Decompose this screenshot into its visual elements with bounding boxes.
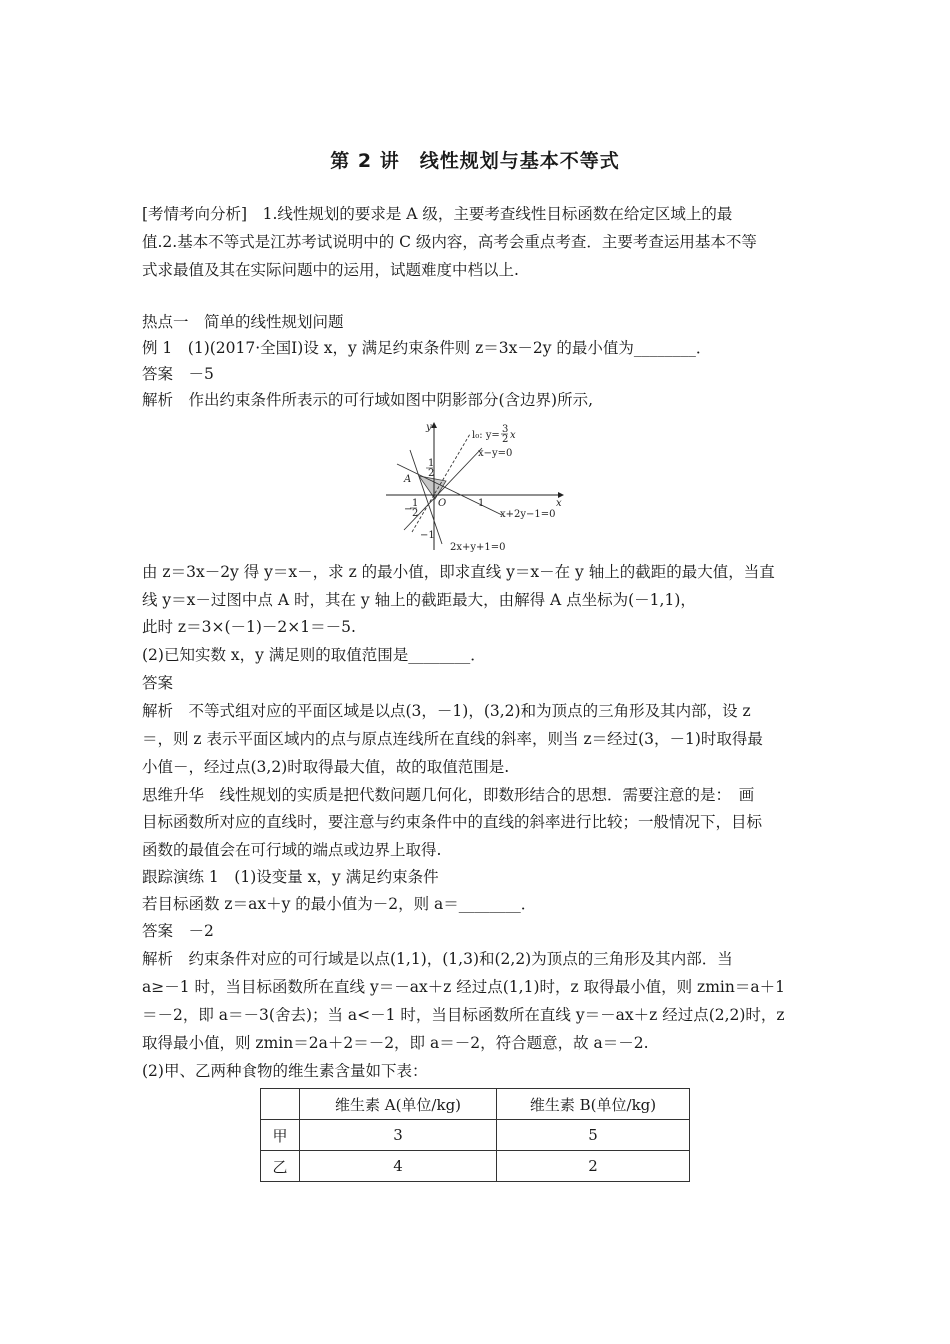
y-axis-label: y xyxy=(426,422,432,433)
table-cell: 2 xyxy=(497,1151,690,1182)
line2-label: x+2y−1=0 xyxy=(500,509,556,520)
table-cell: 5 xyxy=(497,1120,690,1151)
text-line: ＝，则 z 表示平面区域内的点与原点连线所在直线的斜率，则当 z＝经过(3，－1)时取得最 xyxy=(142,730,763,748)
text-line: 思维升华 线性规划的实质是把代数问题几何化，即数形结合的思想．需要注意的是： 画 xyxy=(142,786,755,804)
answer-line: 答案 xyxy=(142,674,174,692)
page-title: 第 2 讲 线性规划与基本不等式 xyxy=(330,150,620,172)
text-line: [考情考向分析] 1.线性规划的要求是 A 级，主要考查线性目标函数在给定区域上的最 xyxy=(142,205,733,223)
text-line: 解析 作出约束条件所表示的可行域如图中阴影部分(含边界)所示, xyxy=(142,391,594,409)
text-line: (2)已知实数 x，y 满足则的取值范围是________． xyxy=(142,646,486,664)
section-heading: 热点一 简单的线性规划问题 xyxy=(142,313,344,331)
table-row xyxy=(261,1151,690,1182)
text-line: 目标函数所对应的直线时，要注意与约束条件中的直线的斜率进行比较；一般情况下，目标 xyxy=(142,813,763,831)
tick-one-label: 1 xyxy=(478,498,485,509)
neg-half-num: 1 xyxy=(412,498,419,509)
feasible-region-figure xyxy=(382,420,572,555)
origin-label: O xyxy=(438,498,447,509)
l0-frac-den: 2 xyxy=(502,434,509,445)
half-den: 2 xyxy=(428,468,435,479)
table-row xyxy=(261,1120,690,1151)
text-line: ＝－2，即 a＝－3(舍去)；当 a<－1 时，当目标函数所在直线 y＝－ax＋z 经过点(2,2)时，z xyxy=(142,1006,785,1024)
text-line: 取得最小值，则 zmin＝2a＋2＝－2，即 a＝－2，符合题意，故 a＝－2. xyxy=(142,1034,649,1052)
text-line: 函数的最值会在可行域的端点或边界上取得. xyxy=(142,841,442,859)
text-line: 式求最值及其在实际问题中的运用，试题难度中档以上. xyxy=(142,261,519,279)
l0-frac-num: 3 xyxy=(502,424,509,435)
x-minus-y-label: x−y=0 xyxy=(478,448,513,459)
point-a-label: A xyxy=(404,474,412,485)
text-line: a≥－1 时，当目标函数所在直线 y＝－ax＋z 经过点(1,1)时，z 取得最小值，则 zmin＝a＋1 xyxy=(142,978,785,996)
table-cell: 3 xyxy=(300,1120,497,1151)
text-line: 解析 约束条件对应的可行域是以点(1,1)，(1,3)和(2,2)为顶点的三角形及其内部．当 xyxy=(142,950,733,968)
text-line: 若目标函数 z＝ax＋y 的最小值为－2，则 a＝________． xyxy=(142,895,537,913)
l0-label: l₀: y= xyxy=(472,430,500,441)
text-line: 由 z＝3x－2y 得 y＝x－，求 z 的最小值，即求直线 y＝x－在 y 轴上的截距的最大值，当直 xyxy=(142,563,775,581)
text-line: 值.2.基本不等式是江苏考试说明中的 C 级内容，高考会重点考查．主要考查运用基本不等 xyxy=(142,233,757,251)
table-header-row xyxy=(261,1089,690,1120)
line-l0 xyxy=(412,434,470,532)
half-num: 1 xyxy=(428,458,435,469)
text-line: 小值－，经过点(3,2)时取得最大值，故的取值范围是. xyxy=(142,758,510,776)
neg-half-sign: − xyxy=(404,504,413,515)
l0-x-label: x xyxy=(510,430,516,441)
table-header-cell xyxy=(261,1089,300,1120)
table-cell: 甲 xyxy=(261,1120,300,1151)
neg-half-den: 2 xyxy=(412,508,419,519)
table-header-cell: 维生素 A(单位/kg) xyxy=(300,1089,497,1120)
answer-line: 答案 －5 xyxy=(142,365,214,383)
table-cell: 乙 xyxy=(261,1151,300,1182)
text-line: (2)甲、乙两种食物的维生素含量如下表： xyxy=(142,1062,428,1080)
x-axis-label: x xyxy=(556,498,562,509)
text-line: 线 y＝x－过图中点 A 时，其在 y 轴上的截距最大，由解得 A 点坐标为(－1,1)， xyxy=(142,591,696,609)
vitamin-table xyxy=(260,1088,690,1182)
table-header-cell: 维生素 B(单位/kg) xyxy=(497,1089,690,1120)
text-line: 解析 不等式组对应的平面区域是以点(3，－1)，(3,2)和为顶点的三角形及其内部，设 z xyxy=(142,702,751,720)
text-line: 跟踪演练 1 (1)设变量 x，y 满足约束条件 xyxy=(142,868,439,886)
line3-label: 2x+y+1=0 xyxy=(450,542,506,553)
neg-one-label: −1 xyxy=(420,530,435,541)
text-line: 此时 z＝3×(－1)－2×1＝－5. xyxy=(142,618,356,636)
text-line: 例 1 (1)(2017·全国Ⅰ)设 x，y 满足约束条件则 z＝3x－2y 的最小值为________． xyxy=(142,339,712,357)
table-cell: 4 xyxy=(300,1151,497,1182)
y-axis-arrow xyxy=(431,422,437,428)
answer-line: 答案 －2 xyxy=(142,922,214,940)
